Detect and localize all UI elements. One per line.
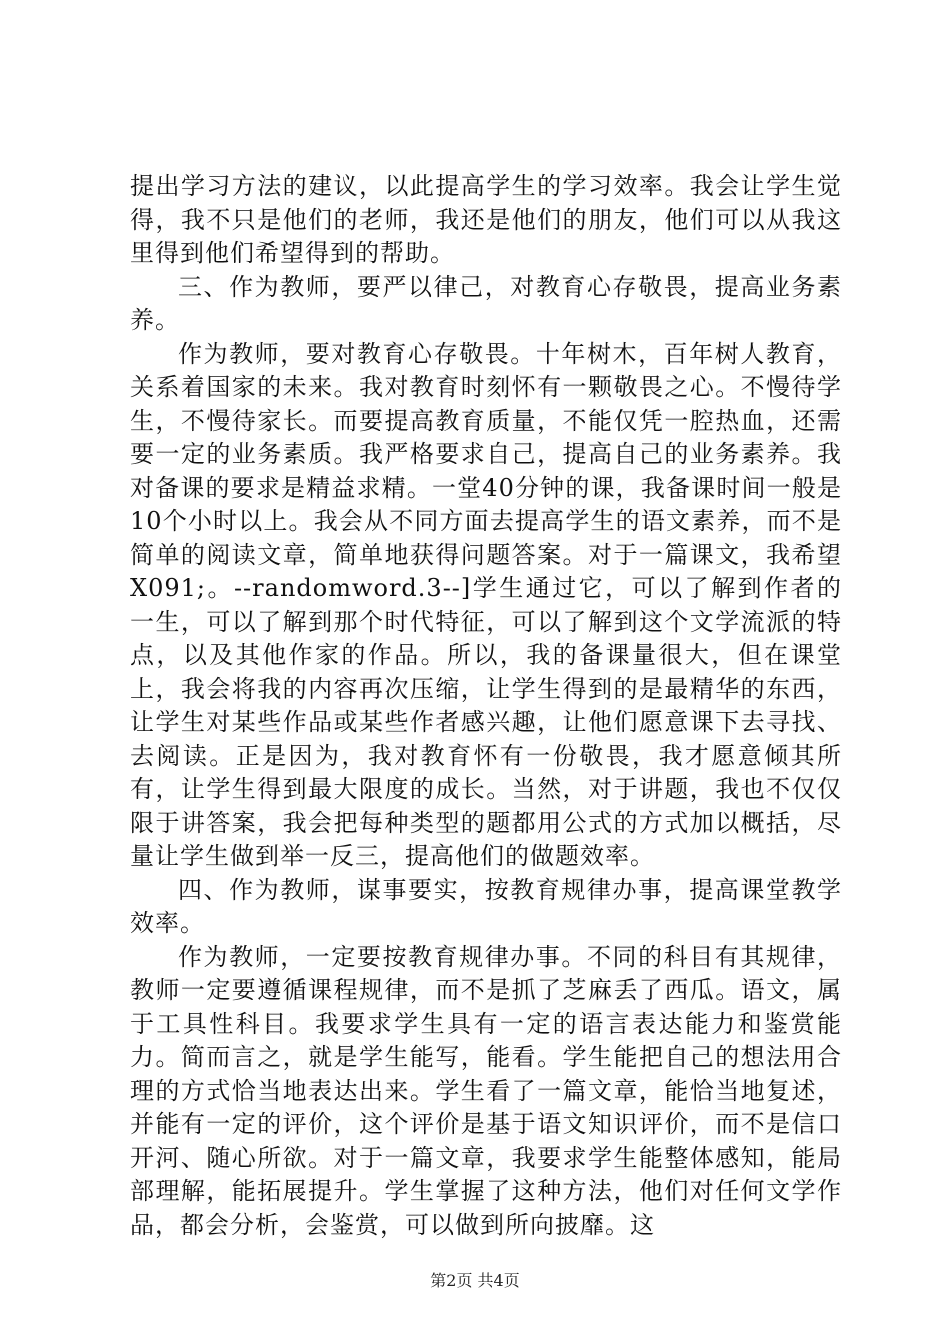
page-number-footer: 第2页 共4页 [430,1271,520,1290]
paragraph-respect-education: 作为教师，要对教育心存敬畏。十年树木，百年树人教育，关系着国家的未来。我对教育时刻怀有一颗敬畏之心。不慢待学生，不慢待家长。而要提高教育质量，不能仅凭一腔热血，还需要一定的业务素质。我严格要求自己，提高自己的业务素养。我对备课的要求是精益求精。一堂40分钟的课，我备课时间一般是10个小时以上。我会从不同方面去提高学生的语文素养，而不是简单的阅读文章，简单地获得问题答案。对于一篇课文，我希望X091;。--randomword.3--]学生通过它，可以了解到作者的一生，可以了解到那个时代特征，可以了解到这个文学流派的特点，以及其他作家的作品。所以，我的备课量很大，但在课堂上，我会将我的内容再次压缩，让学生得到的是最精华的东西，让学生对某些作品或某些作者感兴趣，让他们愿意课下去寻找、去阅读。正是因为，我对教育怀有一份敬畏，我才愿意倾其所有，让学生得到最大限度的成长。当然，对于讲题，我也不仅仅限于讲答案，我会把每种类型的题都用公式的方式加以概括，尽量让学生做到举一反三，提高他们的做题效率。 [130,339,842,870]
paragraph-continuation: 提出学习方法的建议，以此提高学生的学习效率。我会让学生觉得，我不只是他们的老师，我还是他们的朋友，他们可以从我这里得到他们希望得到的帮助。 [130,172,842,267]
paragraph-teaching-rules: 作为教师，一定要按教育规律办事。不同的科目有其规律，教师一定要遵循课程规律，而不是抓了芝麻丢了西瓜。语文，属于工具性科目。我要求学生具有一定的语言表达能力和鉴赏能力。简而言之，就是学生能写，能看。学生能把自己的想法用合理的方式恰当地表达出来。学生看了一篇文章，能恰当地复述，并能有一定的评价，这个评价是基于语文知识评价，而不是信口开河、随心所欲。对于一篇文章，我要求学生能整体感知，能局部理解，能拓展提升。学生掌握了这种方法，他们对任何文学作品，都会分析，会鉴赏，可以做到所向披靡。这 [130,942,842,1239]
section-heading-three: 三、作为教师，要严以律己，对教育心存敬畏，提高业务素养。 [130,272,842,334]
section-heading-four: 四、作为教师，谋事要实，按教育规律办事，提高课堂教学效率。 [130,875,842,937]
document-body [130,170,842,1242]
